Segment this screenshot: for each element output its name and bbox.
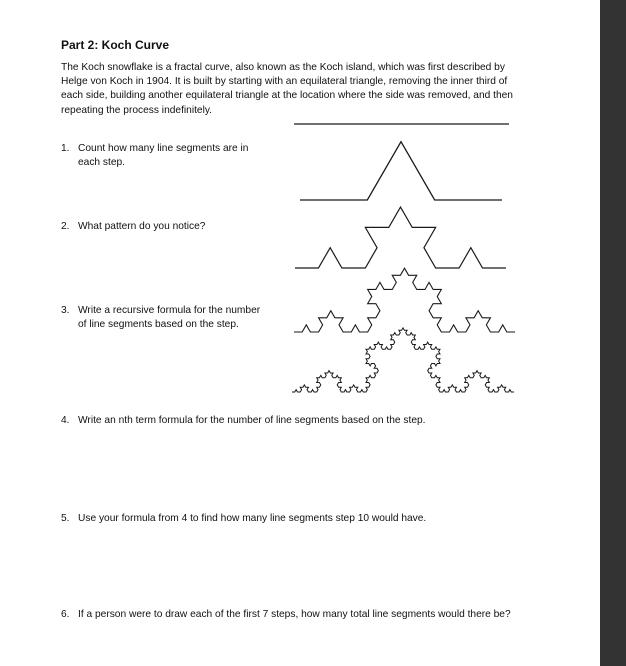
question-number: 6.	[61, 609, 70, 620]
question-line: Count how many line segments are in	[78, 143, 249, 154]
question-number: 4.	[61, 415, 70, 426]
question-5	[61, 512, 426, 526]
koch-step-2	[295, 207, 506, 268]
question-number: 5.	[61, 513, 70, 524]
koch-step-3	[294, 268, 515, 332]
question-text	[78, 304, 260, 332]
question-text	[78, 414, 426, 428]
question-line: If a person were to draw each of the first 7 steps, how many total line segments would there be?	[78, 609, 511, 620]
question-text	[78, 220, 205, 234]
koch-curve-path	[292, 328, 514, 392]
question-1	[61, 142, 248, 170]
question-text	[78, 142, 248, 170]
question-line: each step.	[78, 157, 126, 169]
intro-line: The Koch snowflake is a fractal curve, also known as the Koch island, which was first described by	[61, 62, 505, 73]
intro-paragraph	[61, 61, 541, 118]
question-line: of line segments based on the step.	[78, 319, 239, 331]
intro-line: Helge von Koch in 1904. It is built by starting with an equilateral triangle, removing the inner third of	[61, 76, 508, 88]
question-number: 3.	[61, 305, 70, 316]
koch-curve-path	[300, 142, 502, 200]
question-3	[61, 304, 260, 332]
viewer-side-panel	[600, 0, 626, 666]
intro-line: each side, building another equilateral triangle at the location where the side was removed, and then	[61, 90, 513, 102]
question-line: Write a recursive formula for the number	[78, 305, 261, 316]
koch-curve-path	[294, 268, 515, 332]
koch-step-1	[300, 142, 502, 200]
koch-step-4	[292, 328, 514, 392]
question-line: Use your formula from 4 to find how many line segments step 10 would have.	[78, 513, 427, 524]
question-number: 1.	[61, 143, 70, 154]
question-number: 2.	[61, 221, 70, 232]
question-line: What pattern do you notice?	[78, 221, 206, 232]
koch-curve-path	[295, 207, 506, 268]
question-2	[61, 220, 205, 234]
question-4	[61, 414, 426, 428]
question-6	[61, 608, 511, 622]
question-text	[78, 608, 511, 622]
question-text	[78, 512, 426, 526]
section-title: Part 2: Koch Curve	[61, 38, 170, 52]
question-line: Write an nth term formula for the number of line segments based on the step.	[78, 415, 426, 426]
intro-line: repeating the process indefinitely.	[61, 104, 213, 116]
